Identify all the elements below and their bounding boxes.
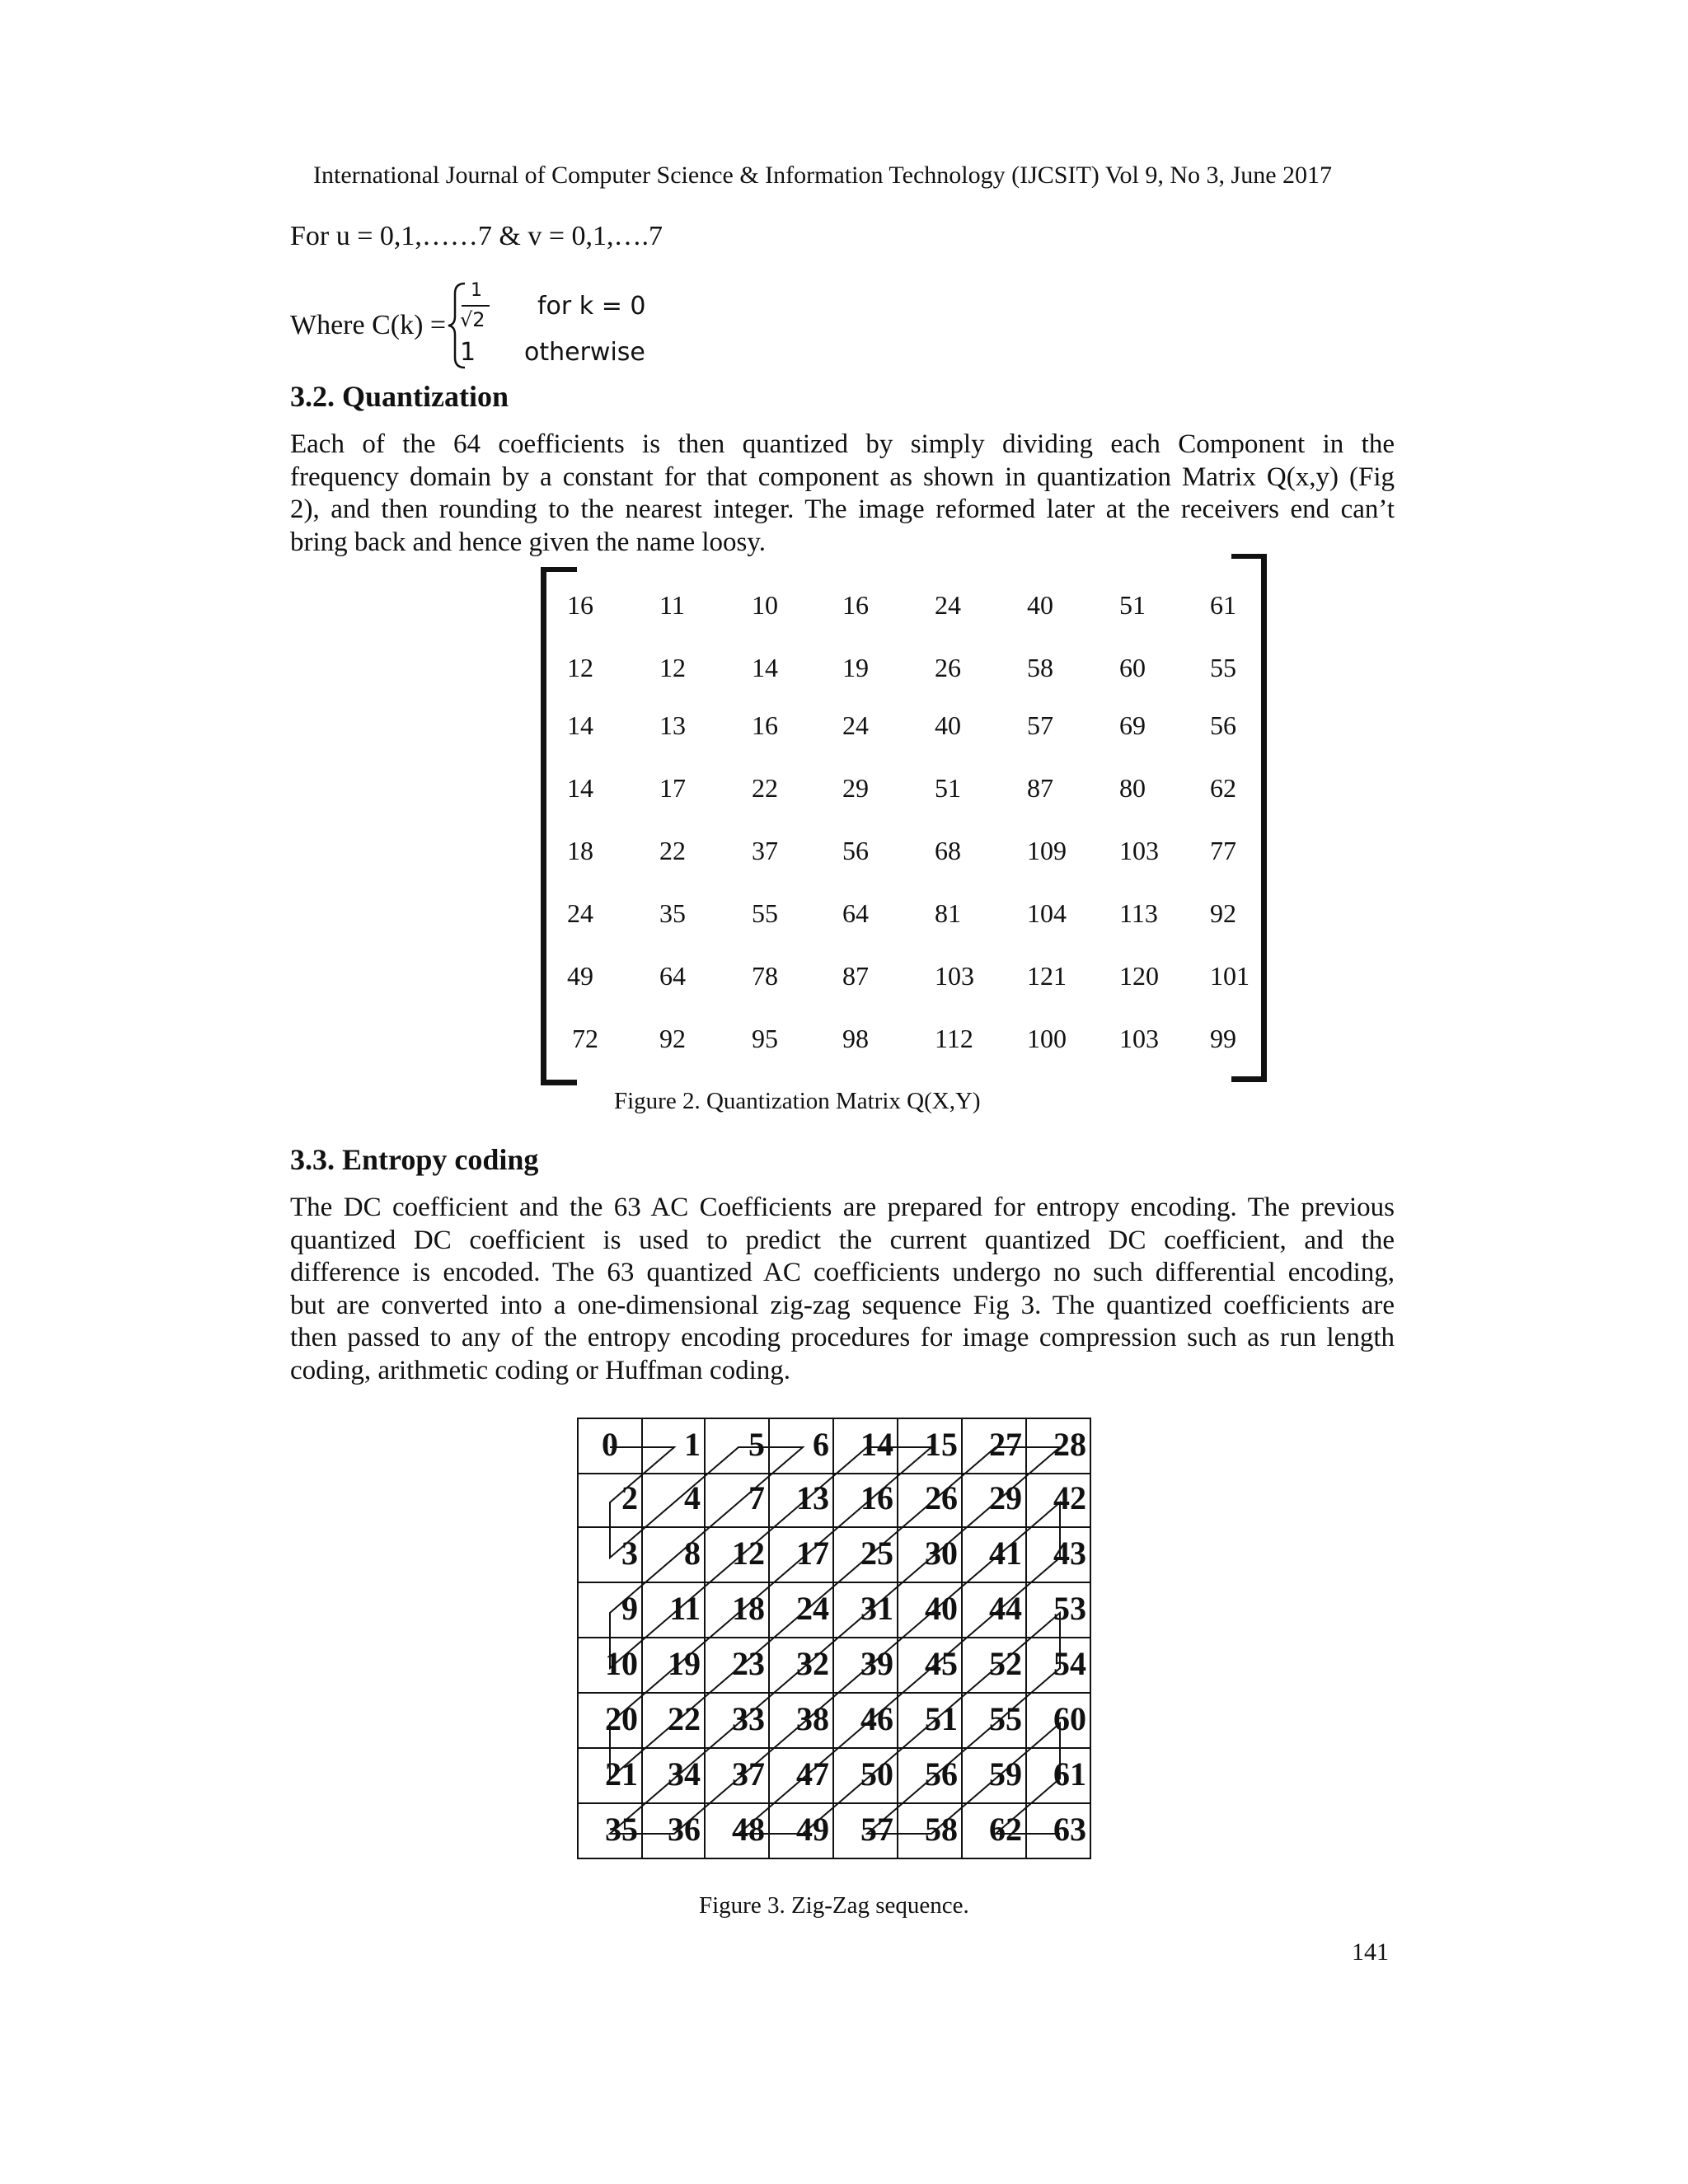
matrix-cell: 103 bbox=[1119, 836, 1159, 865]
zigzag-cell: 49 bbox=[770, 1804, 834, 1859]
section-heading-quantization: 3.2. Quantization bbox=[290, 380, 509, 413]
zigzag-cell: 59 bbox=[963, 1749, 1027, 1804]
zigzag-cell: 55 bbox=[963, 1694, 1027, 1749]
paragraph-line: then passed to any of the entropy encoding procedures for image compression such as run length bbox=[290, 1323, 1395, 1352]
matrix-cell: 19 bbox=[842, 653, 869, 682]
zigzag-cell: 15 bbox=[898, 1418, 963, 1474]
zigzag-cell: 43 bbox=[1027, 1528, 1091, 1583]
zigzag-cell: 26 bbox=[898, 1473, 963, 1528]
matrix-cell: 121 bbox=[1027, 961, 1067, 991]
zigzag-cell: 13 bbox=[770, 1473, 834, 1528]
matrix-left-bracket bbox=[541, 567, 546, 1085]
matrix-cell: 24 bbox=[935, 590, 961, 620]
zigzag-cell: 27 bbox=[963, 1418, 1027, 1474]
matrix-cell: 120 bbox=[1119, 961, 1159, 991]
zigzag-cell: 58 bbox=[898, 1804, 963, 1859]
zigzag-cell: 12 bbox=[706, 1528, 770, 1583]
quantization-paragraph bbox=[290, 429, 1395, 559]
matrix-cell: 22 bbox=[659, 836, 686, 865]
matrix-cell: 10 bbox=[752, 590, 778, 620]
zigzag-cell: 4 bbox=[641, 1473, 706, 1528]
zigzag-cell: 32 bbox=[770, 1638, 834, 1694]
matrix-cell: 24 bbox=[842, 710, 869, 740]
matrix-cell: 100 bbox=[1027, 1024, 1067, 1053]
zigzag-cell: 8 bbox=[641, 1528, 706, 1583]
zigzag-cell: 41 bbox=[963, 1528, 1027, 1583]
matrix-cell: 35 bbox=[659, 898, 686, 928]
paragraph-line: coding, arithmetic coding or Huffman coding. bbox=[290, 1355, 790, 1385]
zigzag-cell: 44 bbox=[963, 1583, 1027, 1638]
zigzag-cell: 50 bbox=[834, 1749, 898, 1804]
zigzag-cell: 28 bbox=[1027, 1418, 1091, 1474]
matrix-cell: 24 bbox=[567, 898, 593, 928]
matrix-cell: 92 bbox=[1210, 898, 1236, 928]
matrix-cell: 60 bbox=[1119, 653, 1146, 682]
matrix-cell: 101 bbox=[1210, 961, 1250, 991]
paragraph-line: The DC coefficient and the 63 AC Coefficients are prepared for entropy encoding. The previous bbox=[290, 1193, 1395, 1222]
zigzag-cell: 3 bbox=[577, 1528, 643, 1583]
zigzag-cell: 33 bbox=[706, 1694, 770, 1749]
zigzag-cell: 40 bbox=[898, 1583, 963, 1638]
zigzag-cell: 1 bbox=[641, 1418, 706, 1474]
fraction-bar bbox=[462, 305, 490, 307]
zigzag-cell: 54 bbox=[1027, 1638, 1091, 1694]
zigzag-cell: 46 bbox=[834, 1694, 898, 1749]
zigzag-cell: 57 bbox=[834, 1804, 898, 1859]
matrix-cell: 113 bbox=[1119, 898, 1158, 928]
matrix-cell: 77 bbox=[1210, 836, 1236, 865]
zigzag-cell: 21 bbox=[577, 1749, 643, 1804]
matrix-cell: 68 bbox=[935, 836, 961, 865]
zigzag-cell: 47 bbox=[770, 1749, 834, 1804]
paragraph-line: but are converted into a one-dimensional zig-zag sequence Fig 3. The quantized coefficients are bbox=[290, 1290, 1395, 1320]
section-heading-entropy-coding: 3.3. Entropy coding bbox=[290, 1143, 539, 1176]
matrix-cell: 13 bbox=[659, 710, 686, 740]
zigzag-cell: 48 bbox=[706, 1804, 770, 1859]
zigzag-cell: 9 bbox=[577, 1583, 643, 1638]
where-prefix: Where C(k) = bbox=[290, 310, 447, 340]
matrix-cell: 40 bbox=[935, 710, 961, 740]
matrix-cell: 37 bbox=[752, 836, 778, 865]
matrix-left-bracket-top bbox=[541, 567, 577, 572]
zigzag-cell: 22 bbox=[641, 1694, 706, 1749]
matrix-cell: 14 bbox=[752, 653, 778, 682]
zigzag-cell: 16 bbox=[834, 1473, 898, 1528]
paragraph-line: 2), and then rounding to the nearest integer. The image reformed later at the receivers end can’t bbox=[290, 494, 1395, 524]
zigzag-cell: 35 bbox=[577, 1804, 643, 1859]
matrix-cell: 55 bbox=[752, 898, 778, 928]
zigzag-cell: 6 bbox=[770, 1418, 834, 1474]
matrix-left-bracket-bottom bbox=[541, 1080, 577, 1085]
matrix-cell: 99 bbox=[1210, 1024, 1236, 1053]
zigzag-cell: 7 bbox=[706, 1473, 770, 1528]
zigzag-cell: 63 bbox=[1027, 1804, 1091, 1859]
zigzag-cell: 37 bbox=[706, 1749, 770, 1804]
case1-condition: for k = 0 bbox=[537, 292, 646, 321]
matrix-cell: 56 bbox=[842, 836, 869, 865]
matrix-cell: 61 bbox=[1210, 590, 1236, 620]
matrix-cell: 16 bbox=[842, 590, 869, 620]
entropy-paragraph bbox=[290, 1192, 1395, 1387]
zigzag-cell: 45 bbox=[898, 1638, 963, 1694]
fraction-numerator: 1 bbox=[471, 280, 482, 301]
zigzag-cell: 60 bbox=[1027, 1694, 1091, 1749]
matrix-cell: 22 bbox=[752, 773, 778, 803]
matrix-cell: 62 bbox=[1210, 773, 1236, 803]
zigzag-cell: 18 bbox=[706, 1583, 770, 1638]
zigzag-cell: 56 bbox=[898, 1749, 963, 1804]
figure2-caption: Figure 2. Quantization Matrix Q(X,Y) bbox=[614, 1088, 981, 1114]
matrix-cell: 11 bbox=[659, 590, 685, 620]
zigzag-cell: 53 bbox=[1027, 1583, 1091, 1638]
matrix-cell: 81 bbox=[935, 898, 961, 928]
matrix-right-bracket bbox=[1261, 554, 1267, 1081]
matrix-cell: 87 bbox=[842, 961, 869, 991]
matrix-cell: 72 bbox=[572, 1024, 598, 1053]
zigzag-cell: 25 bbox=[834, 1528, 898, 1583]
zigzag-cell: 42 bbox=[1027, 1473, 1091, 1528]
fraction-denominator: √2 bbox=[460, 308, 485, 331]
zigzag-cell: 31 bbox=[834, 1583, 898, 1638]
matrix-cell: 95 bbox=[752, 1024, 778, 1053]
matrix-cell: 98 bbox=[842, 1024, 869, 1053]
matrix-cell: 103 bbox=[1119, 1024, 1159, 1053]
zigzag-cell: 20 bbox=[577, 1694, 643, 1749]
matrix-cell: 64 bbox=[659, 961, 686, 991]
zigzag-cell: 10 bbox=[577, 1638, 643, 1694]
matrix-cell: 29 bbox=[842, 773, 869, 803]
matrix-cell: 92 bbox=[659, 1024, 686, 1053]
case2-value: 1 bbox=[460, 338, 476, 367]
zigzag-cell: 34 bbox=[641, 1749, 706, 1804]
matrix-cell: 16 bbox=[752, 710, 778, 740]
zigzag-cell: 14 bbox=[834, 1418, 898, 1474]
matrix-cell: 49 bbox=[567, 961, 593, 991]
matrix-cell: 78 bbox=[752, 961, 778, 991]
zigzag-cell: 51 bbox=[898, 1694, 963, 1749]
page-number: 141 bbox=[1352, 1938, 1389, 1966]
zigzag-cell: 11 bbox=[641, 1583, 706, 1638]
zigzag-cell: 5 bbox=[706, 1418, 770, 1474]
zigzag-cell: 23 bbox=[706, 1638, 770, 1694]
matrix-cell: 51 bbox=[1119, 590, 1146, 620]
matrix-cell: 56 bbox=[1210, 710, 1236, 740]
zigzag-cell: 62 bbox=[963, 1804, 1027, 1859]
matrix-cell: 87 bbox=[1027, 773, 1053, 803]
journal-header: International Journal of Computer Science & Information Technology (IJCSIT) Vol 9, No 3, June 2017 bbox=[313, 162, 1333, 189]
zigzag-cell: 30 bbox=[898, 1528, 963, 1583]
zigzag-cell: 36 bbox=[641, 1804, 706, 1859]
zigzag-cell: 61 bbox=[1027, 1749, 1091, 1804]
paragraph-line: difference is encoded. The 63 quantized AC coefficients undergo no such differential encoding, bbox=[290, 1258, 1395, 1287]
matrix-cell: 64 bbox=[842, 898, 869, 928]
matrix-cell: 14 bbox=[567, 773, 593, 803]
zigzag-cell: 29 bbox=[963, 1473, 1027, 1528]
matrix-cell: 51 bbox=[935, 773, 961, 803]
matrix-cell: 57 bbox=[1027, 710, 1053, 740]
matrix-cell: 104 bbox=[1027, 898, 1067, 928]
matrix-cell: 80 bbox=[1119, 773, 1146, 803]
zigzag-cell: 2 bbox=[577, 1473, 643, 1528]
matrix-cell: 69 bbox=[1119, 710, 1146, 740]
zigzag-cell: 17 bbox=[770, 1528, 834, 1583]
matrix-cell: 58 bbox=[1027, 653, 1053, 682]
matrix-right-bracket-bottom bbox=[1231, 1076, 1267, 1082]
matrix-cell: 40 bbox=[1027, 590, 1053, 620]
matrix-cell: 109 bbox=[1027, 836, 1067, 865]
zigzag-cell: 39 bbox=[834, 1638, 898, 1694]
matrix-cell: 17 bbox=[659, 773, 686, 803]
index-range-line: For u = 0,1,……7 & v = 0,1,….7 bbox=[290, 221, 663, 251]
matrix-cell: 112 bbox=[935, 1024, 973, 1053]
matrix-cell: 103 bbox=[935, 961, 974, 991]
matrix-cell: 55 bbox=[1210, 653, 1236, 682]
paragraph-line: frequency domain by a constant for that component as shown in quantization Matrix Q(x,y) (Fig bbox=[290, 462, 1395, 492]
zigzag-cell: 19 bbox=[641, 1638, 706, 1694]
zigzag-cell: 52 bbox=[963, 1638, 1027, 1694]
paragraph-line: bring back and hence given the name loosy. bbox=[290, 527, 767, 557]
paragraph-line: Each of the 64 coefficients is then quantized by simply dividing each Component in the bbox=[290, 429, 1395, 459]
zigzag-grid bbox=[577, 1418, 1106, 1863]
matrix-cell: 18 bbox=[567, 836, 593, 865]
figure3-caption: Figure 3. Zig-Zag sequence. bbox=[699, 1892, 969, 1919]
paragraph-line: quantized DC coefficient is used to predict the current quantized DC coefficient, and the bbox=[290, 1225, 1395, 1255]
zigzag-cell: 24 bbox=[770, 1583, 834, 1638]
matrix-cell: 12 bbox=[659, 653, 686, 682]
zigzag-cell: 0 bbox=[577, 1418, 643, 1474]
matrix-cell: 16 bbox=[567, 590, 593, 620]
case2-condition: otherwise bbox=[524, 338, 645, 367]
zigzag-cell: 38 bbox=[770, 1694, 834, 1749]
matrix-cell: 12 bbox=[567, 653, 593, 682]
matrix-cell: 14 bbox=[567, 710, 593, 740]
matrix-cell: 26 bbox=[935, 653, 961, 682]
